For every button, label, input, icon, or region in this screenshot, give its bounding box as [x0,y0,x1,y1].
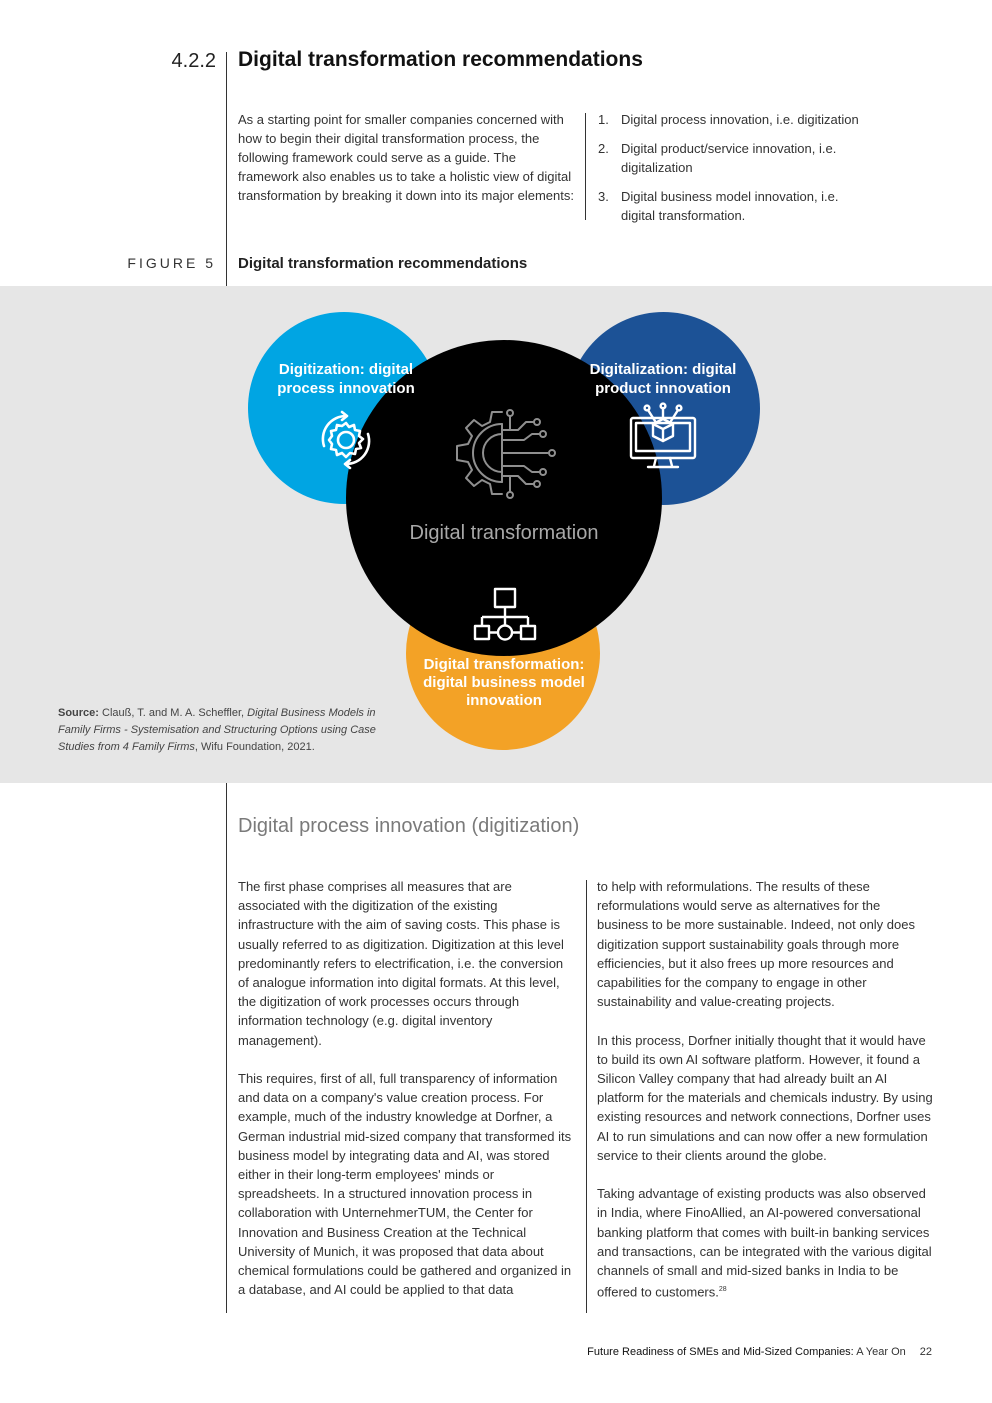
body-column-left [238,877,576,1319]
body-column-right [597,877,935,1321]
figure-source: Source: Clauß, T. and M. A. Scheffler, Digital Business Models in Family Firms - Systemisation and Structuring Options using Case Studies from 4 Family Firms, Wifu Foundation, 2021. [58,707,376,753]
list-item: 3. Digital business model innovation, i.e. digital transformation. [598,189,839,223]
figure-label: FIGURE 5 [127,255,216,271]
body-paragraph: The first phase comprises all measures that are associated with the digitization of the existing infrastructure with the aim of saving costs. This phase is usually referred to as digitization. Digitization at this level predominantly refers to electrification, i.e. the conversion of analogue information into digital formats. At this level, the digitization of work processes occurs through information technology (e.g. digital inventory management). [238,879,564,1048]
gear-cycle-icon [312,406,380,474]
org-chart-icon [471,586,539,646]
digital-transformation-label: Digital transformation [409,522,599,544]
footnote-marker: 28 [718,1286,727,1294]
section-number: 4.2.2 [171,50,216,72]
digital-gear-circuit-icon [452,408,556,508]
section-divider [226,52,227,286]
list-item: 1. Digital process innovation, i.e. digitization [598,112,859,127]
page-number: 22 [919,1346,932,1358]
subsection-title: Digital process innovation (digitization) [238,815,580,837]
business-model-label: Digital transformation: digital business model innovation [423,656,585,709]
digitalization-label: Digitalization: digital product innovation [589,361,737,397]
list-item: 2. Digital product/service innovation, i.e. digitalization [598,141,837,175]
body-paragraph: Taking advantage of existing products was also observed in India, where FinoAllied, an AI-powered conversational banking platform that comes with built-in banking services and transactions, can be integrated with the various digital channels of small and mid-sized banks in India to be offered to customers.$^{28}$ [597,1186,932,1300]
body-paragraph: to help with reformulations. The results of these reformulations would serve as alternatives for the business to be more sustainable. Indeed, not only does digitization support sustainability goals through more efficiencies, but it also frees up more resources and capabilities for the company to engage in other sustainability and value-creating projects. [597,879,915,1010]
body-paragraph: This requires, first of all, full transparency of information and data on a company's value creation process. For example, much of the industry knowledge at Dorfner, a German industrial mid-sized company that transformed its business model by integrating data and AI, was stored either in their long-term employees' minds or spreadsheets. In a structured innovation process in collaboration with UnternehmerTUM, the Center for Innovation and Business Creation at the Technical University of Munich, it was proposed that data about chemical formulations could be gathered and organized in a database, and AI could be applied to that data [238,1071,572,1298]
monitor-cube-icon [626,400,700,472]
intro-paragraph: As a starting point for smaller companies concerned with how to begin their digital transformation process, the following framework could serve as a guide. The framework also enables us to take a holistic view of digital transformation by breaking it down into its major elements: [238,112,574,203]
intro-column-divider [585,113,586,220]
transformation-elements-list [598,110,928,235]
source-title: Digital Business Models in Family Firms - Systemisation and Structuring Options using Case Studies from 4 Family Firms [58,707,376,753]
body-column-divider [586,880,587,1313]
page-footer: Future Readiness of SMEs and Mid-Sized Companies: A Year On 22 [587,1346,932,1358]
figure-band [0,286,992,783]
footer-title: Future Readiness of SMEs and Mid-Sized Companies: [587,1346,854,1358]
figure-title: Digital transformation recommendations [238,255,528,272]
section-title: Digital transformation recommendations [238,48,643,71]
body-paragraph: In this process, Dorfner initially thought that it would have to build its own AI software platform. However, it found a Silicon Valley company that had already built an AI platform for the materials and chemicals industry. By using existing resources and network connections, Dorfner uses AI to run simulations and can now offer a new formulation service to their clients around the globe. [597,1032,933,1163]
subsection-divider [226,783,227,1313]
source-label: Source: [58,707,99,719]
digitization-label: Digitization: digital process innovation [277,361,415,397]
